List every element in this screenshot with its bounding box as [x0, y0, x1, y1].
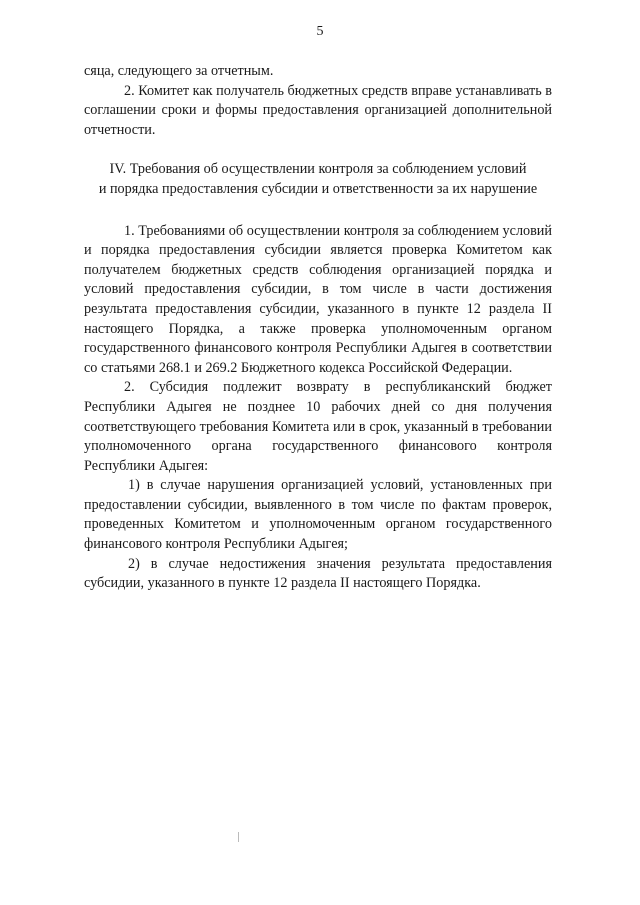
paragraph-continuation: сяца, следующего за отчетным. [84, 63, 274, 79]
document-body [84, 62, 552, 594]
paragraph-section-clause-1: 1. Требованиями об осуществлении контроля за соблюдением условий и порядка предоставления субсидии является проверка Комитетом как получателем бюджетных средств соблюдения организацией порядка и условий предоставления субсидии, в том числе в части достижения результата предоставления субсидии, указанного в пункте 12 раздела II настоящего Порядка, а также проверка уполномоченным органом государственного финансового контроля Республики Адыгея в соответствии со статьями 268.1 и 269.2 Бюджетного кодекса Российской Федерации. [84, 222, 552, 376]
section-heading-line-2: и порядка предоставления субсидии и ответственности за их нарушение [98, 180, 538, 197]
paragraph-clause-2: 2. Комитет как получатель бюджетных средств вправе устанавливать в соглашении сроки и формы предоставления организацией дополнительной отчетности. [84, 82, 552, 138]
paragraph-subclause-2: 2) в случае недостижения значения результата предоставления субсидии, указанного в пункте 12 раздела II настоящего Порядка. [84, 555, 552, 592]
page-number: 5 [316, 24, 324, 39]
paragraph-subclause-1: 1) в случае нарушения организацией условий, установленных при предоставлении субсидии, выявленного в том числе по фактам проверок, проведенных Комитетом и уполномоченным органом государственного финансового контроля Республики Адыгея; [84, 477, 552, 553]
section-heading-line-1: IV. Требования об осуществлении контроля за соблюдением условий [109, 161, 527, 178]
paragraph-section-clause-2: 2. Субсидия подлежит возврату в республиканский бюджет Республики Адыгея не позднее 10 рабочих дней со дня получения соответствующего требования Комитета или в срок, указанный в требовании уполномоченного органа государственного финансового контроля Республики Адыгея: [84, 379, 552, 474]
scan-mark [238, 832, 239, 842]
section-heading [84, 160, 552, 199]
